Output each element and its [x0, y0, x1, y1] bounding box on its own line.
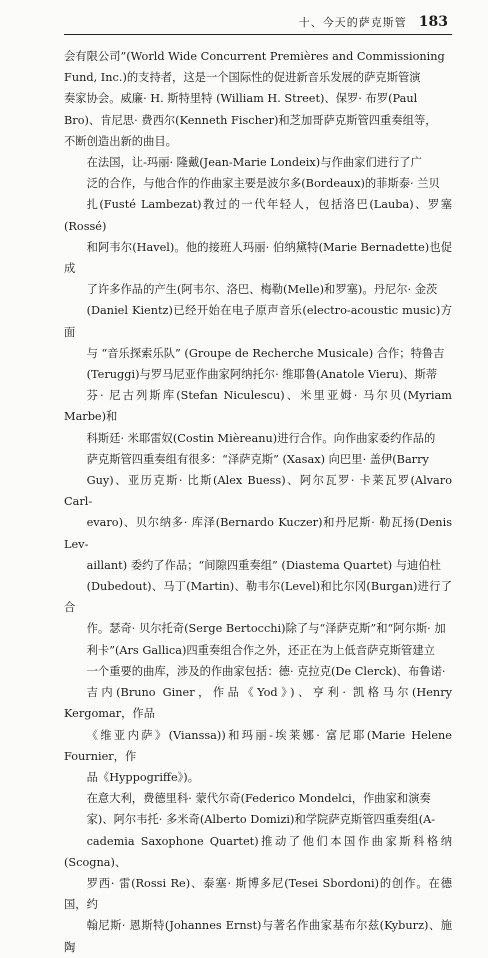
paragraph — [64, 152, 452, 788]
text-line: 《维亚内萨》(Vianssa))和玛丽-埃莱娜· 富尼耶(Marie Helene Fournier，作 — [64, 728, 452, 763]
text-line: 利卡”(Ars Gallica)四重奏组合作之外，还正在为上低音萨克斯管建立 — [86, 643, 435, 657]
text-line: 在法国，让-玛丽· 隆戴(Jean-Marie Londeix)与作曲家们进行了广 — [86, 156, 422, 170]
text-line: 在意大利，费德里科· 蒙代尔奇(Federico Mondelci，作曲家和演奏 — [86, 792, 431, 806]
text-line: Fund, Inc.)的支持者，这是一个国际性的促进新音乐发展的萨克斯管演 — [64, 71, 421, 85]
text-line: 科斯廷· 米耶雷奴(Costin Mièreanu)进行合作。向作曲家委约作品的 — [86, 431, 436, 445]
text-line: aillant) 委约了作品；“间隙四重奏组” (Diastema Quartet) 与迪伯杜 — [86, 558, 441, 572]
text-line: (Daniel Kientz)已经开始在电子原声音乐(electro-acoustic music)方面 — [64, 304, 452, 339]
text-line: 翰尼斯· 恩斯特(Johannes Ernst)与著名作曲家基布尔兹(Kyburz)、施陶 — [64, 919, 452, 954]
running-header — [299, 14, 448, 30]
text-line: Guy)、亚历克斯· 比斯(Alex Buess)、阿尔瓦罗· 卡莱瓦罗(Alvaro Carl- — [64, 474, 452, 509]
text-line: 会有限公司”(World Wide Concurrent Premières and Commissioning — [64, 50, 445, 63]
text-line: 扎(Fusté Lambezat)教过的一代年轻人，包括洛巴(Lauba)、罗塞(Rossé) — [64, 198, 452, 233]
text-line: 和阿韦尔(Havel)。他的接班人玛丽· 伯纳黛特(Marie Bernadette)也促成 — [64, 240, 452, 276]
text-line: 与 “音乐探索乐队” (Groupe de Recherche Musicale) 合作；特鲁吉 — [86, 346, 445, 360]
text-line: 一个重要的曲库，涉及的作曲家包括：德· 克拉克(De Clerck)、布鲁诺· — [86, 664, 446, 678]
text-line: evaro)、贝尔纳多· 库泽(Bernardo Kuczer)和丹尼斯· 勒瓦扬(Denis Lev- — [64, 516, 452, 551]
text-line: 作。瑟奇· 贝尔托奇(Serge Bertocchi)除了与“泽萨克斯”和“阿尔斯· 加 — [86, 622, 446, 636]
text-line: 泛的合作，与他合作的作曲家主要是波尔多(Bordeaux)的菲斯泰· 兰贝 — [86, 177, 440, 191]
text-line: (Dubedout)、马丁(Martin)、勒韦尔(Level)和比尔冈(Burgan)进行了合 — [64, 580, 452, 615]
header-rule — [64, 34, 452, 35]
text-line: 萨克斯管四重奏组有很多：“泽萨克斯” (Xasax) 向巴里· 盖伊(Barry — [86, 452, 429, 466]
text-line: cademia Saxophone Quartet)推动了他们本国作曲家斯科格纳(Scogna)、 — [64, 834, 452, 869]
page-number: 183 — [418, 14, 448, 30]
text-line: 家)、阿尔韦托· 多米奇(Alberto Domizi)和学院萨克斯管四重奏组(A- — [86, 813, 436, 827]
text-line: 吉内(Bruno Giner，作品《Yod》)、亨利· 凯格马尔(Henry Kergomar，作品 — [64, 686, 452, 721]
paragraph — [64, 46, 452, 152]
text-line: 不断创造出新的曲目。 — [64, 134, 177, 148]
paragraph — [64, 788, 452, 958]
body-text — [64, 46, 452, 958]
text-line: 奏家协会。威廉· H. 斯特里特 (William H. Street)、保罗· 布罗(Paul — [64, 92, 418, 106]
text-line: (Teruggi)与罗马尼亚作曲家阿纳托尔· 维耶鲁(Anatole Vieru)、斯蒂 — [86, 368, 438, 382]
text-line: 品《Hyppogriffe》)。 — [86, 770, 199, 784]
text-line: 芬· 尼古列斯库(Stefan Niculescu)、米里亚姆· 马尔贝(Myriam Marbe)和 — [64, 389, 452, 424]
text-line: 罗西· 雷(Rossi Re)、泰塞· 斯博多尼(Tesei Sbordoni)的创作。在德国，约 — [64, 876, 452, 912]
chapter-title: 十、今天的萨克斯管 — [298, 16, 407, 29]
text-line: Bro)、肯尼思· 费西尔(Kenneth Fischer)和芝加哥萨克斯管四重奏组等， — [64, 113, 437, 127]
text-line: 了许多作品的产生(阿韦尔、洛巴、梅勒(Melle)和罗塞)。丹尼尔· 金茨 — [86, 283, 438, 297]
